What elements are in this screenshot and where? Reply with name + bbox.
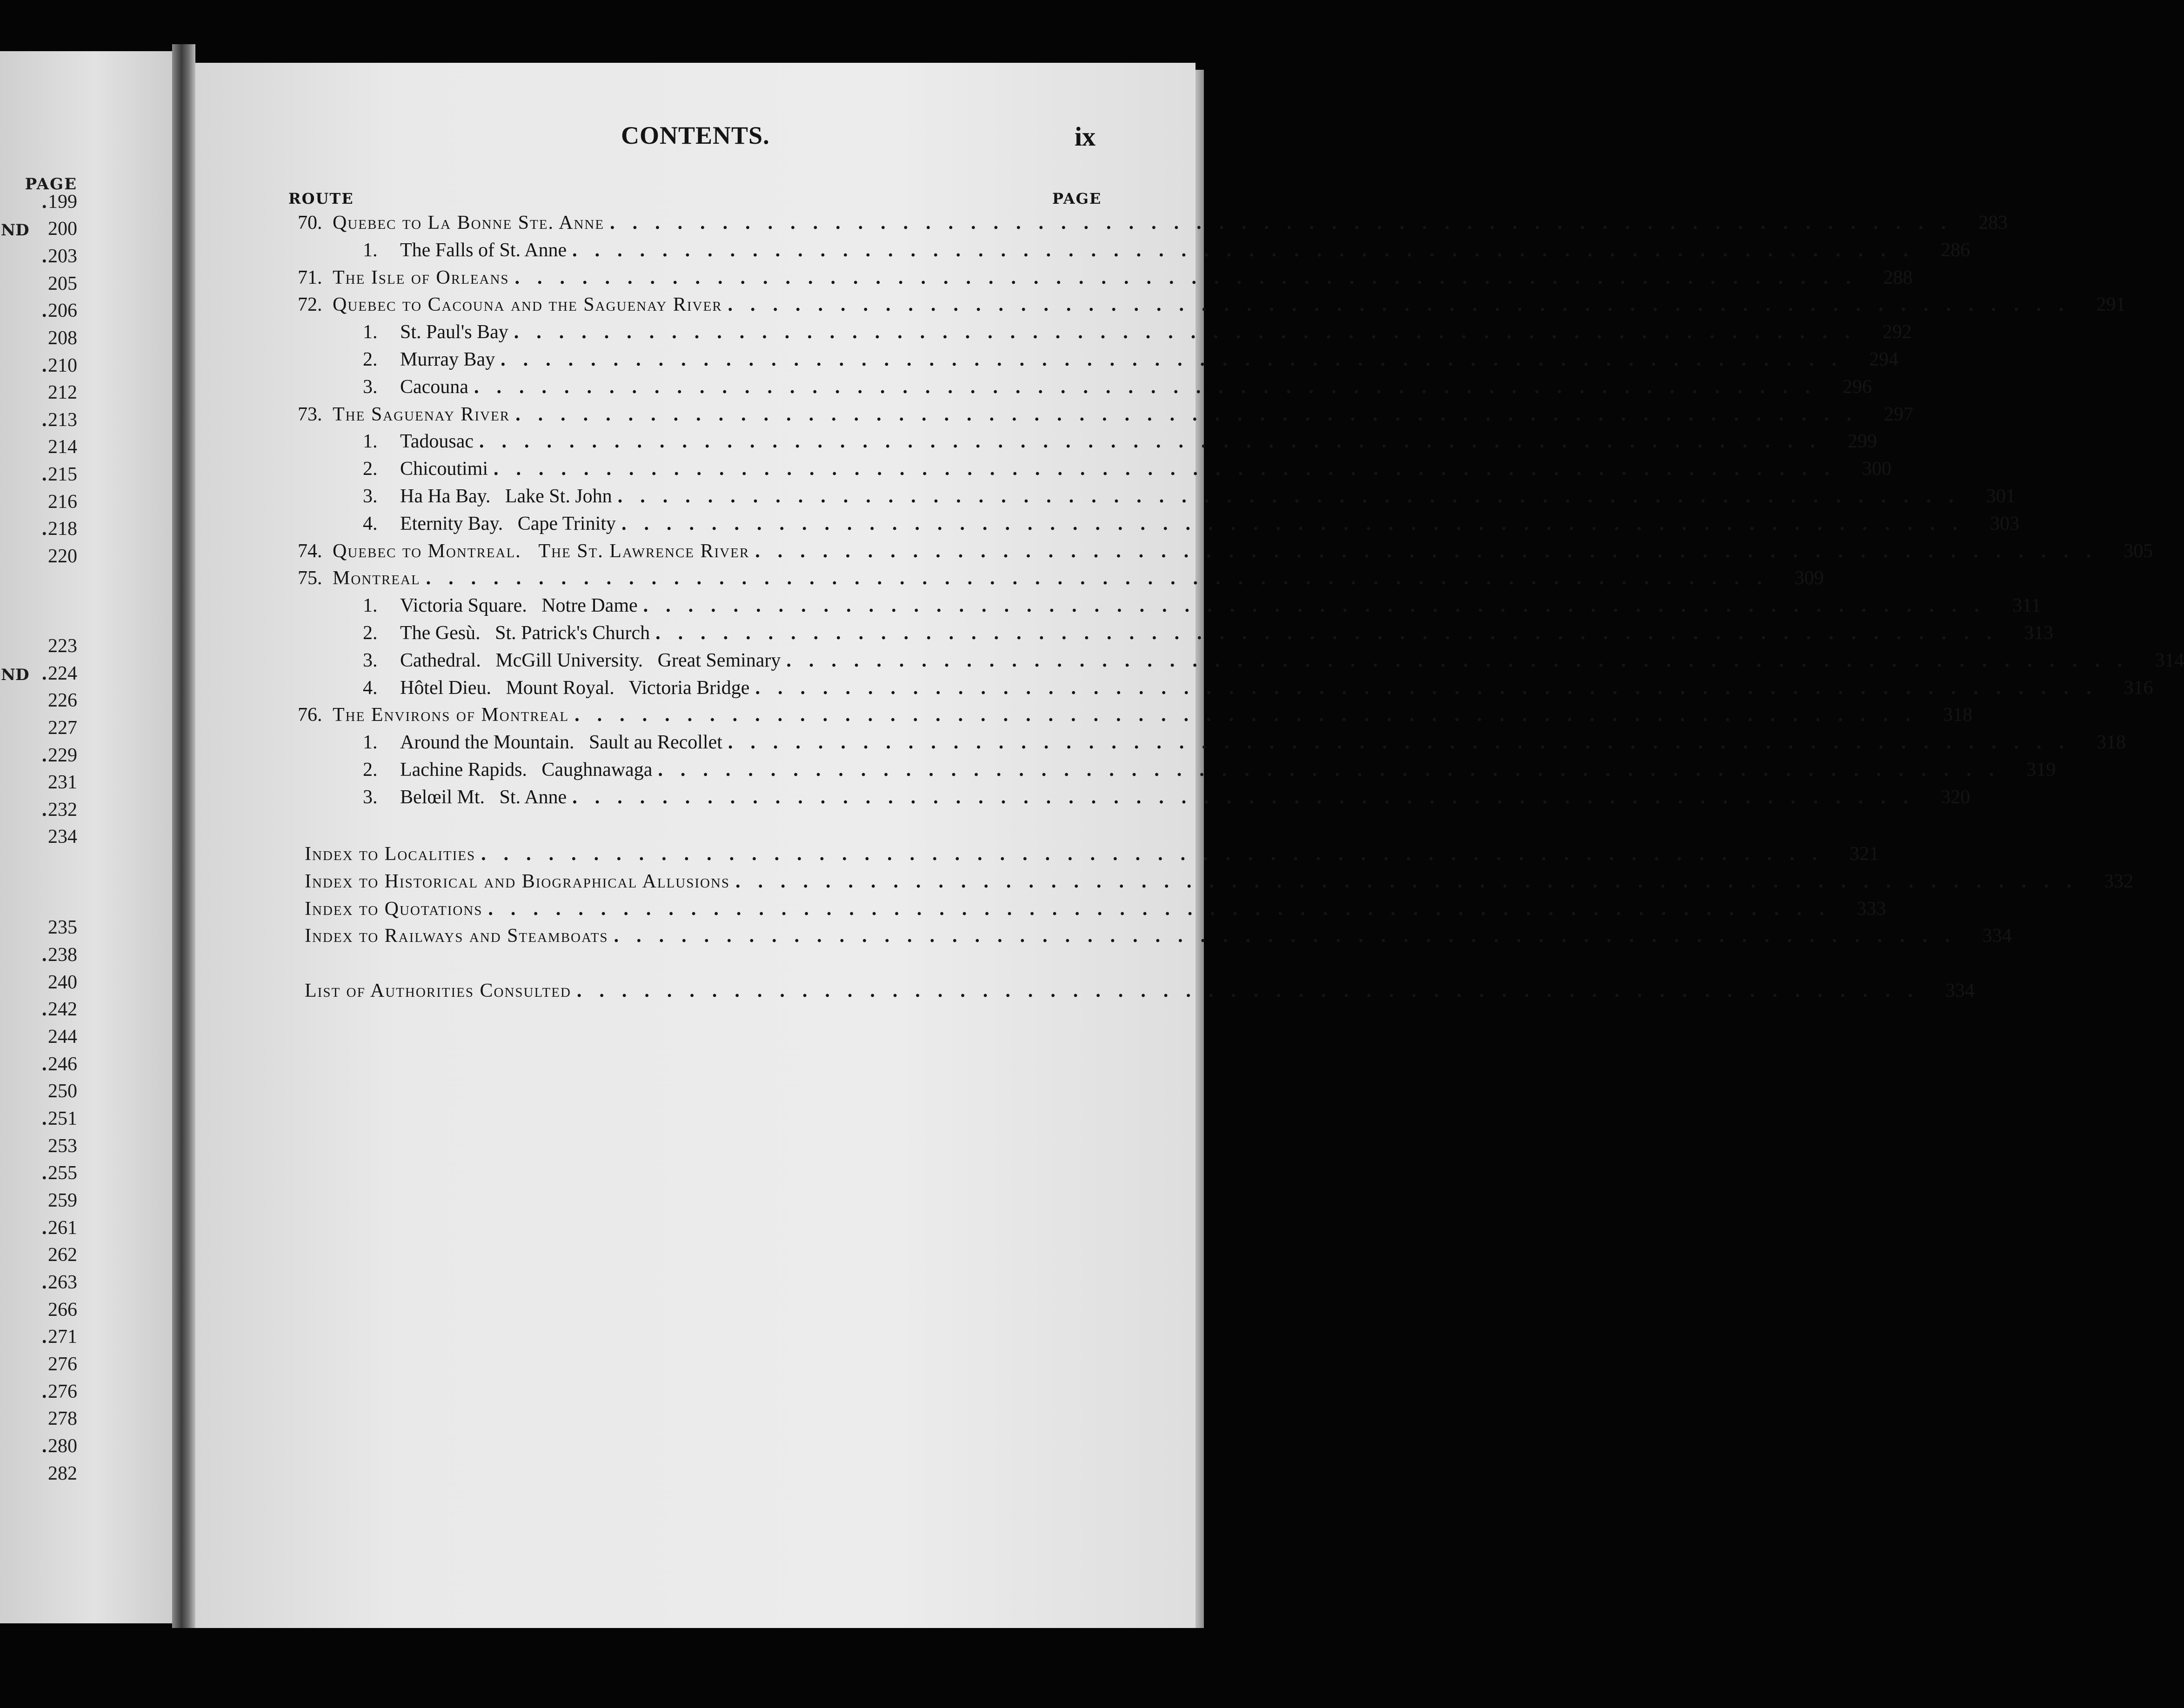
dot-leader: . <box>42 518 47 540</box>
left-page-number: 213 <box>48 409 77 431</box>
entry-title: The Environs of Montreal <box>333 704 569 726</box>
left-page-number: 271 <box>48 1326 77 1348</box>
entry-page-number: 334 <box>1945 980 1975 1001</box>
entry-title: Ha Ha Bay. Lake St. John <box>400 486 612 507</box>
toc-subentry <box>363 430 1877 457</box>
entry-title: Belœil Mt. St. Anne <box>400 786 567 808</box>
toc-subentry <box>363 458 1891 485</box>
left-page-number: 266 <box>48 1299 77 1321</box>
entry-number: 1. <box>363 595 378 617</box>
left-page-fragment: ND <box>1 221 29 240</box>
entry-page-number: 309 <box>1794 567 1824 589</box>
left-page-number: 263 <box>48 1272 77 1293</box>
left-page-number: 227 <box>48 717 77 739</box>
left-page-number: 231 <box>48 772 77 793</box>
entry-page-number: 316 <box>2124 677 2153 699</box>
entry-page-number: 319 <box>2026 759 2056 781</box>
entry-number: 73. <box>298 403 322 425</box>
dot-leader: ............................................................ <box>755 677 2109 699</box>
entry-number: 3. <box>363 486 378 507</box>
route-column-header: ROUTE <box>288 190 354 207</box>
left-page-number: 210 <box>48 355 77 376</box>
left-page-number: 208 <box>48 327 77 349</box>
dot-leader: . <box>42 663 47 684</box>
left-page-number: 214 <box>48 436 77 458</box>
entry-number: 3. <box>363 786 378 808</box>
dot-leader: ............................................................ <box>655 622 2010 644</box>
toc-subentry <box>363 485 2016 512</box>
entry-page-number: 286 <box>1941 239 1970 261</box>
entry-page-number: 321 <box>1850 843 1879 865</box>
entry-number: 74. <box>298 540 322 562</box>
entry-page-number: 332 <box>2104 871 2133 892</box>
entry-title: Murray Bay <box>400 349 495 370</box>
entry-title: Around the Mountain. Sault au Recollet <box>400 732 722 754</box>
entry-title: Tadousac <box>400 431 474 453</box>
dot-leader: ............................................................ <box>735 871 2089 892</box>
dot-leader: ............................................................ <box>501 349 1855 370</box>
dot-leader: . <box>42 1272 47 1293</box>
dot-leader: . <box>42 464 47 485</box>
dot-leader: . <box>42 745 47 766</box>
entry-number: 1. <box>363 431 378 453</box>
entry-title: Index to Railways and Steamboats <box>305 925 608 947</box>
index-entry <box>305 980 1975 1007</box>
entry-title: Quebec to Cacouna and the Saguenay River <box>333 294 722 316</box>
left-page-number: 229 <box>48 745 77 766</box>
left-page-number: 282 <box>48 1463 77 1484</box>
dot-leader: ............................................................ <box>576 980 1930 1001</box>
toc-route-entry <box>298 403 1914 430</box>
dot-leader: ............................................................ <box>426 567 1780 589</box>
dot-leader: ............................................................ <box>494 458 1847 480</box>
toc-route-entry <box>298 704 1973 731</box>
book-gutter <box>172 44 195 1628</box>
entry-page-number: 305 <box>2124 540 2153 562</box>
entry-number: 71. <box>298 267 322 288</box>
entry-number: 2. <box>363 759 378 781</box>
toc-subentry <box>363 348 1899 375</box>
entry-number: 4. <box>363 677 378 699</box>
toc-subentry <box>363 786 1970 813</box>
left-page-number: 220 <box>48 546 77 567</box>
dot-leader: ............................................................ <box>755 540 2109 562</box>
running-head: CONTENTS. <box>621 121 770 149</box>
entry-title: Quebec to La Bonne Ste. Anne <box>333 212 605 234</box>
entry-title: Victoria Square. Notre Dame <box>400 595 638 617</box>
left-page-fragment: ND <box>1 666 29 684</box>
entry-number: 2. <box>363 349 378 370</box>
dot-leader: ............................................................ <box>515 403 1870 425</box>
toc-subentry <box>363 759 2056 786</box>
dot-leader: . <box>42 1435 47 1457</box>
entry-page-number: 299 <box>1848 431 1877 453</box>
entry-page-number: 301 <box>1986 486 2016 507</box>
left-page-number: 276 <box>48 1354 77 1375</box>
left-page-number: 259 <box>48 1190 77 1211</box>
toc-subentry <box>363 622 2054 649</box>
entry-page-number: 313 <box>2024 622 2054 644</box>
dot-leader: ............................................................ <box>728 732 2082 754</box>
left-page-number: 206 <box>48 300 77 321</box>
entry-page-number: 288 <box>1883 267 1913 288</box>
toc-subentry <box>363 376 1872 403</box>
dot-leader: . <box>42 944 47 966</box>
entry-page-number: 333 <box>1857 898 1886 920</box>
left-page-number: 226 <box>48 690 77 711</box>
dot-leader: . <box>42 1217 47 1239</box>
dot-leader: . <box>42 1108 47 1129</box>
left-page-number: 203 <box>48 246 77 267</box>
entry-title: List of Authorities Consulted <box>305 980 571 1001</box>
left-page-number: 262 <box>48 1244 77 1266</box>
entry-title: The Falls of St. Anne <box>400 239 567 261</box>
dot-leader: ............................................................ <box>481 843 1835 865</box>
left-page-number: 235 <box>48 917 77 938</box>
dot-leader: . <box>42 300 47 321</box>
dot-leader: . <box>42 409 47 431</box>
entry-number: 2. <box>363 622 378 644</box>
entry-page-number: 303 <box>1990 513 2019 534</box>
entry-page-number: 318 <box>1943 704 1973 726</box>
dot-leader: ............................................................ <box>728 294 2082 316</box>
left-page-number: 253 <box>48 1135 77 1157</box>
dot-leader: ............................................................ <box>514 267 1869 288</box>
entry-title: Eternity Bay. Cape Trinity <box>400 513 616 534</box>
dot-leader: ............................................................ <box>572 786 1926 808</box>
left-page-number: 216 <box>48 491 77 513</box>
left-page-number: 276 <box>48 1381 77 1402</box>
dot-leader: . <box>42 1326 47 1348</box>
left-page-number: 215 <box>48 464 77 485</box>
page-column-header: PAGE <box>1052 190 1102 207</box>
left-page-number: 255 <box>48 1162 77 1184</box>
dot-leader: . <box>42 799 47 821</box>
toc-subentry <box>363 513 2019 540</box>
entry-title: Index to Localities <box>305 843 476 865</box>
entry-number: 76. <box>298 704 322 726</box>
entry-title: Lachine Rapids. Caughnawaga <box>400 759 653 781</box>
left-page-number: 280 <box>48 1435 77 1457</box>
entry-number: 3. <box>363 376 378 398</box>
left-page-number: 232 <box>48 799 77 821</box>
left-page-number: 238 <box>48 944 77 966</box>
dot-leader: ............................................................ <box>574 704 1929 726</box>
left-page-number: 240 <box>48 972 77 993</box>
dot-leader: ............................................................ <box>610 212 1964 234</box>
dot-leader: ............................................................ <box>658 759 2012 781</box>
dot-leader: . <box>42 1054 47 1075</box>
entry-page-number: 296 <box>1842 376 1872 398</box>
entry-title: The Isle of Orleans <box>333 267 509 288</box>
left-page-number: 244 <box>48 1026 77 1047</box>
left-page <box>0 51 172 1623</box>
entry-page-number: 283 <box>1978 212 2008 234</box>
toc-subentry <box>363 594 2041 621</box>
dot-leader: ............................................................ <box>617 486 1971 507</box>
entry-page-number: 311 <box>2012 595 2041 617</box>
dot-leader: . <box>42 191 47 213</box>
entry-number: 72. <box>298 294 322 316</box>
entry-page-number: 297 <box>1884 403 1914 425</box>
dot-leader: ............................................................ <box>621 513 1975 534</box>
left-page-header: PAGE <box>25 175 77 193</box>
entry-title: The Saguenay River <box>333 403 510 425</box>
entry-title: Hôtel Dieu. Mount Royal. Victoria Bridge <box>400 677 750 699</box>
toc-subentry <box>363 239 1970 266</box>
entry-page-number: 291 <box>2096 294 2126 316</box>
left-page-number: 261 <box>48 1217 77 1239</box>
entry-title: Index to Historical and Biographical Allusions <box>305 871 730 892</box>
entry-page-number: 318 <box>2096 732 2126 754</box>
dot-leader: . <box>42 246 47 267</box>
dot-leader: . <box>42 1162 47 1184</box>
entry-title: The Gesù. St. Patrick's Church <box>400 622 650 644</box>
left-page-number: 205 <box>48 273 77 294</box>
entry-page-number: 314 <box>2155 649 2184 671</box>
index-entry <box>305 870 2133 897</box>
toc-subentry <box>363 677 2153 704</box>
entry-page-number: 334 <box>1982 925 2012 947</box>
entry-page-number: 294 <box>1869 349 1899 370</box>
toc-route-entry <box>298 540 2153 567</box>
index-entry <box>305 925 2012 952</box>
entry-title: Cathedral. McGill University. Great Seminary <box>400 649 781 671</box>
entry-title: St. Paul's Bay <box>400 321 508 343</box>
toc-route-entry <box>298 567 1824 594</box>
entry-page-number: 320 <box>1941 786 1970 808</box>
dot-leader: ............................................................ <box>572 239 1926 261</box>
left-page-number: 250 <box>48 1081 77 1102</box>
entry-title: Quebec to Montreal. The St. Lawrence River <box>333 540 750 562</box>
dot-leader: ............................................................ <box>488 898 1842 920</box>
page-folio: ix <box>1075 121 1096 152</box>
left-page-number: 234 <box>48 826 77 847</box>
dot-leader: ............................................................ <box>786 649 2140 671</box>
left-page-number: 218 <box>48 518 77 540</box>
toc-subentry <box>363 731 2126 758</box>
entry-title: Cacouna <box>400 376 468 398</box>
left-page-number: 200 <box>48 218 77 240</box>
entry-page-number: 300 <box>1862 458 1891 480</box>
left-page-number: 223 <box>48 635 77 657</box>
dot-leader: . <box>42 999 47 1020</box>
left-page-number: 199 <box>48 191 77 213</box>
dot-leader: ............................................................ <box>479 431 1833 453</box>
entry-number: 75. <box>298 567 322 589</box>
dot-leader: ............................................................ <box>614 925 1968 947</box>
entry-number: 70. <box>298 212 322 234</box>
left-page-number: 278 <box>48 1408 77 1429</box>
dot-leader: . <box>42 1381 47 1402</box>
left-page-number: 224 <box>48 663 77 684</box>
entry-number: 2. <box>363 458 378 480</box>
left-page-number: 242 <box>48 999 77 1020</box>
entry-number: 1. <box>363 239 378 261</box>
entry-title: Index to Quotations <box>305 898 483 920</box>
entry-number: 1. <box>363 732 378 754</box>
entry-title: Chicoutimi <box>400 458 488 480</box>
dot-leader: . <box>42 355 47 376</box>
left-page-number: 251 <box>48 1108 77 1129</box>
index-entry <box>305 898 1886 925</box>
dot-leader: ............................................................ <box>474 376 1828 398</box>
toc-route-entry <box>298 294 2126 320</box>
toc-route-entry <box>298 267 1913 294</box>
left-page-number: 246 <box>48 1054 77 1075</box>
toc-subentry <box>363 649 2184 676</box>
left-page-number: 212 <box>48 382 77 403</box>
entry-number: 4. <box>363 513 378 534</box>
index-entry <box>305 843 1879 870</box>
toc-route-entry <box>298 212 2008 239</box>
entry-title: Montreal <box>333 567 421 589</box>
entry-page-number: 292 <box>1882 321 1912 343</box>
dot-leader: ............................................................ <box>514 321 1868 343</box>
entry-number: 3. <box>363 649 378 671</box>
toc-subentry <box>363 321 1912 348</box>
dot-leader: ............................................................ <box>643 595 1997 617</box>
entry-number: 1. <box>363 321 378 343</box>
